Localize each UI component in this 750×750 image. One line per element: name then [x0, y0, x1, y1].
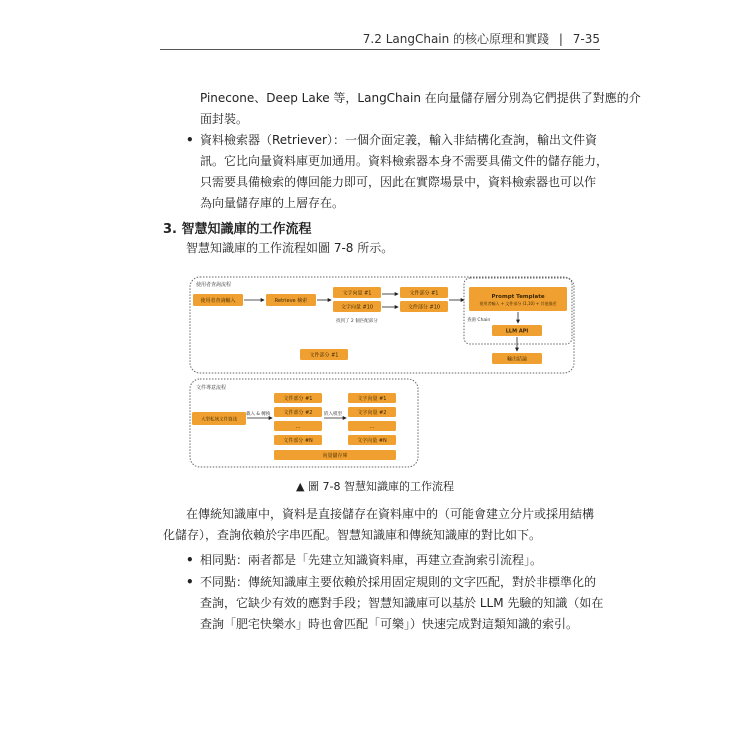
- doc-vec-1-label: 文字向量 #1: [357, 396, 387, 402]
- workflow-diagram: [188, 270, 578, 470]
- query-vec1-label: 文字向量 #1: [342, 290, 372, 297]
- intro-line-2: 面封裝。: [200, 112, 249, 126]
- llm-api-label: LLM API: [505, 328, 529, 335]
- bridge-part1-label: 文件部分 #1: [309, 352, 339, 359]
- intro-line-1: Pinecone、Deep Lake 等，LangChain 在向量儲存層分別為它們提供了對應的介: [200, 91, 641, 105]
- section-intro: 智慧知識庫的工作流程如圖 7-8 所示。: [186, 241, 394, 255]
- doc-part-ellipsis-label: ...: [295, 424, 301, 430]
- doc-part-2-label: 文件部分 #2: [283, 410, 313, 416]
- load-split-label: 載入 & 轉換: [246, 412, 271, 417]
- bullet-dot: •: [186, 553, 194, 567]
- retriever-line-4: 為向量儲存庫的上層存在。: [200, 196, 345, 210]
- figure-caption: ▲ 圖 7-8 智慧知識庫的工作流程: [296, 480, 454, 493]
- retriever-line-1: 資料檢索器（Retriever）：一個介面定義，輸入非結構化查詢，輸出文件資: [200, 133, 597, 147]
- retriever-line-2: 訊。它比向量資料庫更加通用。資料檢索器本身不需要具備文件的儲存能力，: [200, 154, 609, 168]
- vector-store-label: 向量儲存庫: [322, 453, 348, 459]
- query-group-label: 使用者查詢流程: [196, 282, 232, 288]
- running-header: [160, 30, 600, 48]
- prompt-template-title: Prompt Template: [491, 294, 545, 300]
- embed-model-label: 嵌入模型: [324, 412, 342, 417]
- found-note: 找到了 2 個匹配部分: [336, 319, 378, 324]
- bullet-dot: •: [186, 575, 194, 589]
- retriever-line-3: 只需要具備檢索的傳回能力即可，因此在實際場景中，資料檢索器也可以作: [200, 175, 597, 189]
- doc-group-label: 文件導意流程: [196, 385, 227, 391]
- doc-source-label: 大型私域文件資訊: [201, 417, 237, 423]
- retrieve-label: Retrieve 檢索: [274, 298, 308, 304]
- output-label: 輸出結論: [506, 356, 528, 363]
- header-rule: [160, 49, 600, 50]
- similar-bullet-text: 相同點：兩者都是「先建立知識資料庫，再建立查詢索引流程」。: [200, 553, 543, 567]
- comparison-line-1: 在傳統知識庫中，資料是直接儲存在資料庫中的（可能會建立分片或採用結構: [186, 507, 595, 521]
- doc-vec-ellipsis-label: ...: [369, 424, 375, 430]
- diff-line-1: 不同點：傳統知識庫主要依賴於採用固定規則的文字匹配，對於非標準化的: [200, 575, 597, 589]
- prompt-template-body: 使用者輸入 + 文件部分 (1,10) + 其他描述: [479, 301, 557, 306]
- query-part10-label: 文件部分 #10: [407, 304, 441, 311]
- doc-vec-2-label: 文字向量 #2: [357, 410, 387, 416]
- user-input-label: 使用者查詢輸入: [200, 298, 236, 304]
- diff-line-3: 查詢「肥宅快樂水」時也會匹配「可樂」）快速完成對這類知識的索引。: [200, 617, 579, 631]
- header-page-number: 7-35: [572, 32, 600, 46]
- doc-part-1-label: 文件部分 #1: [283, 396, 313, 402]
- comparison-line-2: 化儲存），查詢依賴於字串匹配。智慧知識庫和傳統知識庫的對比如下。: [163, 528, 542, 542]
- doc-part-n-label: 文件部分 #N: [283, 438, 313, 444]
- header-section: 7.2 LangChain 的核心原理和實踐: [362, 32, 550, 46]
- doc-vec-n-label: 文字向量 #N: [357, 438, 387, 444]
- query-vec10-label: 文字向量 #10: [340, 304, 374, 311]
- diff-line-2: 查詢，它缺少有效的應對手段；智慧知識庫可以基於 LLM 先驗的知識（如在: [200, 596, 604, 610]
- section-heading: 3. 智慧知識庫的工作流程: [163, 222, 312, 237]
- header-separator: |: [558, 32, 563, 46]
- query-chain-label: 查詢 Chain: [467, 318, 491, 323]
- bullet-dot: •: [186, 133, 194, 147]
- query-part1-label: 文件部分 #1: [409, 290, 439, 297]
